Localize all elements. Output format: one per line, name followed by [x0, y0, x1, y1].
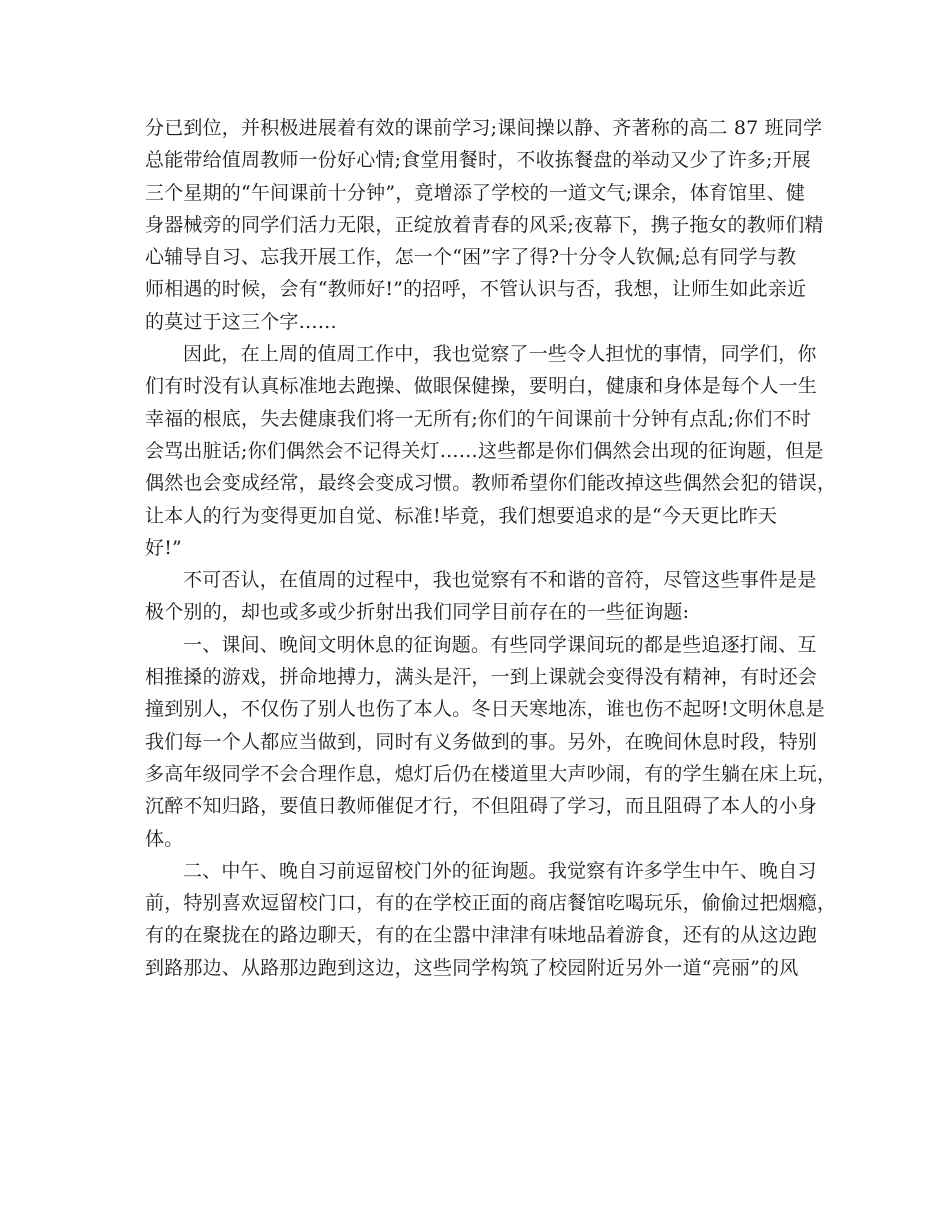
paragraph-3 [145, 564, 817, 629]
text-line: 身器械旁的同学们活力无限，正绽放着青春的风采;夜幕下，携子拖女的教师们精 [145, 213, 824, 236]
text-line: 一、课间、晚间文明休息的征询题。有些同学课间玩的都是些追逐打闹、互 [183, 633, 817, 656]
text-line: 好!” [145, 536, 182, 559]
text-line: 分已到位，并积极进展着有效的课前学习;课间操以静、齐著称的高二 87 班同学 [145, 117, 823, 139]
text-line: 沉醉不知归路，要值日教师催促才行，不但阻碍了学习，而且阻碍了本人的小身 [145, 795, 818, 818]
paragraph-4 [145, 629, 837, 855]
text-line: 师相遇的时候，会有“教师好!”的招呼，不管认识与否，我想，让师生如此亲近 [145, 278, 807, 301]
text-line: 不可否认，在值周的过程中，我也觉察有不和谐的音符，尽管这些事件是是 [183, 569, 817, 592]
text-line: 相推搡的游戏，拼命地搏力，满头是汗，一到上课就会变得没有精神，有时还会 [145, 666, 818, 689]
paragraph-5 [145, 855, 837, 984]
document-body [145, 112, 837, 984]
text-line: 们有时没有认真标准地去跑操、做眼保健操，要明白，健康和身体是每个人一生 [145, 375, 818, 398]
text-line: 总能带给值周教师一份好心情;食堂用餐时，不收拣餐盘的举动又少了许多;开展 [145, 149, 812, 172]
text-line: 撞到别人，不仅伤了别人也伤了本人。冬日天寒地冻，谁也伤不起呀!文明休息是 [145, 698, 825, 721]
text-line: 二、中午、晚自习前逗留校门外的征询题。我觉察有许多学生中午、晚自习 [183, 859, 817, 882]
paragraph-2 [145, 338, 837, 564]
text-line: 偶然也会变成经常，最终会变成习惯。教师希望你们能改掉这些偶然会犯的错误， [145, 472, 837, 495]
text-line: 三个星期的“午间课前十分钟”，竟增添了学校的一道文气;课余，体育馆里、健 [145, 181, 806, 204]
text-line: 会骂出脏话;你们偶然会不记得关灯……这些都是你们偶然会出现的征询题，但是 [145, 439, 824, 462]
text-line: 到路那边、从路那边跑到这边，这些同学构筑了校园附近另外一道“亮丽”的风 [145, 956, 799, 979]
text-line: 多高年级同学不会合理作息，熄灯后仍在楼道里大声吵闹，有的学生躺在床上玩， [145, 762, 837, 785]
text-line: 前，特别喜欢逗留校门口，有的在学校正面的商店餐馆吃喝玩乐，偷偷过把烟瘾， [145, 892, 837, 915]
text-line: 的莫过于这三个字…… [145, 310, 338, 333]
text-line: 极个别的，却也或多或少折射出我们同学目前存在的一些征询题: [145, 601, 690, 624]
paragraph-1 [145, 112, 824, 338]
text-line: 因此，在上周的值周工作中，我也觉察了一些令人担忧的事情，同学们，你 [183, 343, 817, 366]
text-line: 有的在聚拢在的路边聊天，有的在尘嚣中津津有味地品着游食，还有的从这边跑 [145, 924, 818, 947]
text-line: 心辅导自习、忘我开展工作，怎一个“困”字了得?十分令人钦佩;总有同学与教 [145, 246, 797, 269]
text-line: 体。 [145, 827, 184, 850]
text-line: 我们每一个人都应当做到，同时有义务做到的事。另外，在晚间休息时段，特别 [145, 730, 818, 753]
text-line: 让本人的行为变得更加自觉、标准!毕竟，我们想要追求的是“今天更比昨天 [145, 504, 778, 527]
text-line: 幸福的根底，失去健康我们将一无所有;你们的午间课前十分钟有点乱;你们不时 [145, 407, 812, 430]
